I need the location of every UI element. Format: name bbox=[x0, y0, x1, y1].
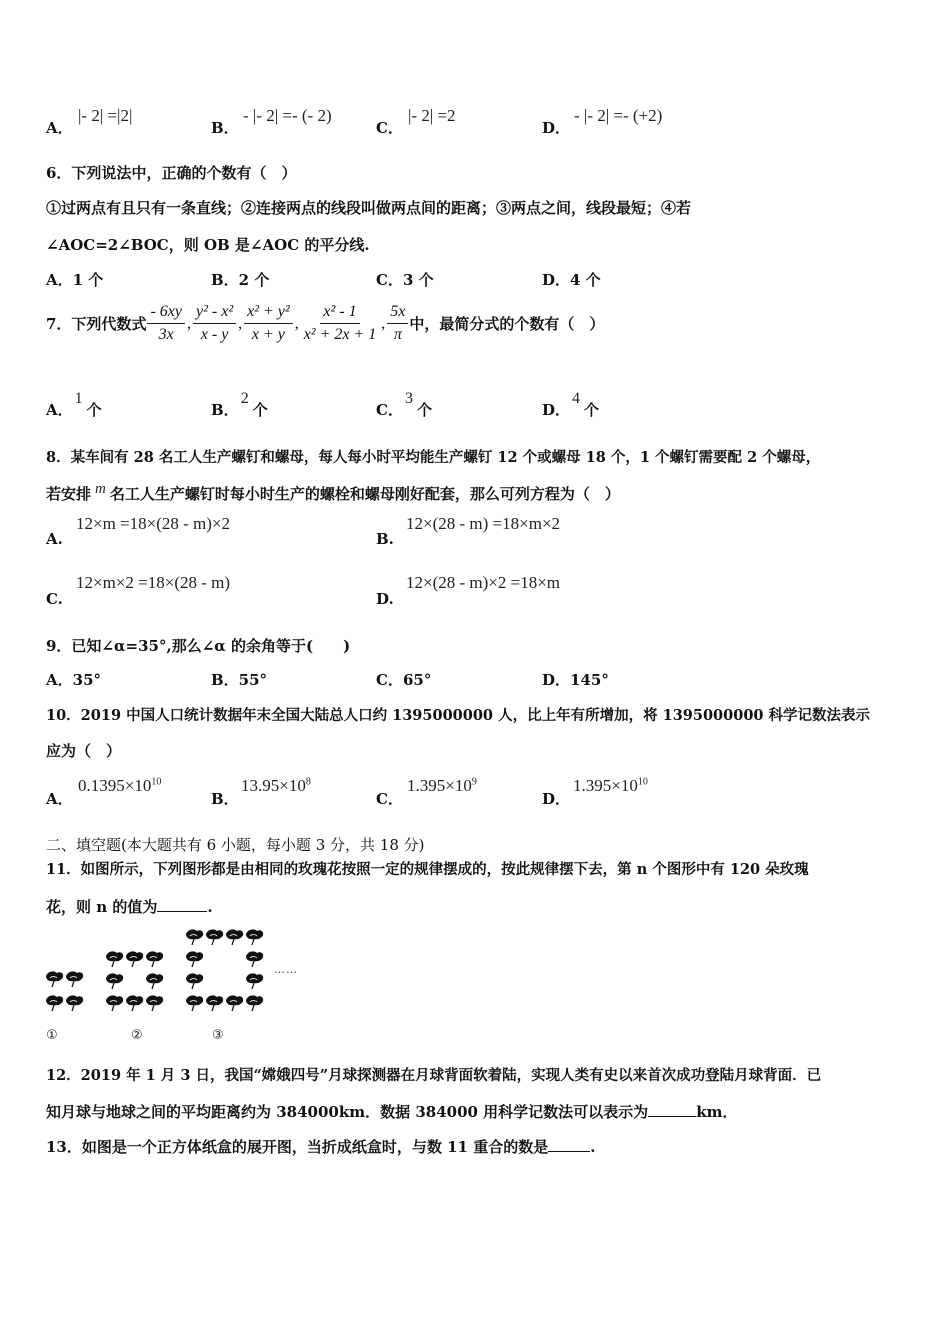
rose-icon bbox=[206, 995, 223, 1011]
q6-text-line1: ①过两点有且只有一条直线；②连接两点的线段叫做两点间的距离；③两点之间，线段最短；④若 bbox=[46, 199, 692, 217]
rose-icon bbox=[106, 951, 123, 967]
q8-option-a-expr: 12×m =18×(28 - m)×2 bbox=[76, 514, 231, 533]
q5-option-d-expr: - |- 2| =- (+2) bbox=[574, 106, 663, 125]
q10-text-line1: 10．2019 中国人口统计数据年末全国大陆总人口约 1395000000 人，比上年有所增加，将 1395000000 科学记数法表示 bbox=[46, 707, 871, 724]
rose-icon bbox=[186, 995, 203, 1011]
q6-option-b: B．2 个 bbox=[211, 271, 270, 289]
answer-blank bbox=[648, 1104, 696, 1117]
q12-text-line2 bbox=[46, 1101, 737, 1122]
option-unit: 个 bbox=[86, 401, 102, 419]
sci-exponent: 8 bbox=[305, 776, 311, 788]
q9-option-a: A．35° bbox=[46, 671, 102, 689]
q7-option-a bbox=[46, 390, 102, 420]
sci-base: 1.395×10 bbox=[407, 776, 472, 795]
q8-line2-a: 若安排 bbox=[46, 485, 92, 503]
fraction bbox=[387, 303, 408, 344]
fraction bbox=[193, 303, 236, 344]
rose-icon bbox=[46, 971, 63, 987]
fraction bbox=[301, 303, 380, 344]
fraction-denominator: x² + 2x + 1 bbox=[303, 326, 377, 343]
sci-base: 13.95×10 bbox=[241, 776, 306, 795]
option-label: C． bbox=[376, 401, 403, 419]
q9-option-b: B．55° bbox=[211, 671, 268, 689]
rose-icon bbox=[66, 971, 83, 987]
option-number: 2 bbox=[240, 390, 249, 407]
rose-icon bbox=[246, 973, 263, 989]
continuation-dots: …… bbox=[274, 963, 298, 976]
q7-suffix: 中，最简分式的个数有（ ） bbox=[409, 315, 605, 333]
rose-icon bbox=[226, 995, 243, 1011]
q8-option-b: B. bbox=[376, 530, 394, 548]
q10-option-a-expr bbox=[78, 776, 161, 796]
q6-text-line2: ∠AOC=2∠BOC，则 OB 是∠AOC 的平分线. bbox=[46, 236, 370, 254]
q13-line-end: . bbox=[590, 1138, 596, 1156]
rose-pattern-figure bbox=[40, 922, 320, 1046]
option-unit: 个 bbox=[416, 401, 432, 419]
option-unit: 个 bbox=[252, 401, 268, 419]
sci-exponent: 10 bbox=[637, 776, 648, 788]
fraction bbox=[147, 303, 185, 344]
q11-line2: 花，则 n 的值为 bbox=[46, 898, 158, 916]
rose-icon bbox=[246, 995, 263, 1011]
q9-option-d: D．145° bbox=[542, 671, 609, 689]
fraction-denominator: x - y bbox=[200, 326, 229, 343]
q11-line2-end: . bbox=[207, 898, 213, 916]
q13-text bbox=[46, 1136, 595, 1157]
q6-option-a: A．1 个 bbox=[46, 271, 104, 289]
fraction-numerator: x² - 1 bbox=[320, 303, 359, 324]
q10-option-c-expr bbox=[407, 776, 477, 796]
q11-text-line2 bbox=[46, 896, 213, 917]
sci-exponent: 9 bbox=[471, 776, 477, 788]
q11-text-line1: 11．如图所示，下列图形都是由相同的玫瑰花按照一定的规律摆成的，按此规律摆下去，第 n 个图形中有 120 朵玫瑰 bbox=[46, 861, 809, 878]
rose-icon bbox=[186, 929, 203, 945]
rose-icon bbox=[146, 951, 163, 967]
q8-option-d-expr: 12×(28 - m)×2 =18×m bbox=[406, 573, 561, 592]
q8-text-line2 bbox=[46, 483, 620, 504]
q10-option-d-expr bbox=[573, 776, 648, 796]
rose-icon bbox=[106, 973, 123, 989]
q13-line: 13．如图是一个正方体纸盒的展开图，当折成纸盒时，与数 11 重合的数是 bbox=[46, 1138, 549, 1156]
q6-option-d: D．4 个 bbox=[542, 271, 601, 289]
q7-stem: 7．下列代数式 $\frac{- 6xy}{3x}$ , $\frac{\text{y² - x²}}{x - y}$ , $\frac{\text{x² + y²}}{x + y}$ , $\frac{\text{x² - 1}}{\text{x² + 2x + 1}}$ , $\frac{5x}{\pi}$ 中，最简分式的个数有（ ） bbox=[46, 303, 605, 343]
option-label: D． bbox=[542, 401, 571, 419]
rose-icon bbox=[146, 973, 163, 989]
q5-option-c bbox=[376, 117, 403, 138]
rose-icon bbox=[186, 951, 203, 967]
q5-option-a bbox=[46, 117, 73, 138]
q7-option-d bbox=[542, 390, 600, 420]
q8-option-b-expr: 12×(28 - m) =18×m×2 bbox=[406, 514, 561, 533]
q6-stem: 6．下列说法中，正确的个数有（ ） bbox=[46, 164, 297, 182]
q5-option-b bbox=[211, 117, 239, 138]
option-label: A． bbox=[46, 401, 73, 419]
q7-option-c bbox=[376, 390, 432, 420]
q5-option-b-expr: - |- 2| =- (- 2) bbox=[243, 106, 332, 125]
q6-option-c: C．3 个 bbox=[376, 271, 434, 289]
q7-option-b bbox=[211, 390, 268, 420]
q10-option-b-expr bbox=[241, 776, 311, 796]
rose-icon bbox=[246, 929, 263, 945]
q8-option-c: C. bbox=[46, 590, 63, 608]
q9-stem: 9．已知∠α=35°,那么∠α 的余角等于( ) bbox=[46, 637, 351, 655]
fraction-denominator: x + y bbox=[251, 326, 285, 343]
answer-blank bbox=[548, 1139, 590, 1152]
q8-option-c-expr: 12×m×2 =18×(28 - m) bbox=[76, 573, 231, 592]
rose-icon bbox=[126, 951, 143, 967]
q8-line2-b: 名工人生产螺钉时每小时生产的螺栓和螺母刚好配套，那么可列方程为（ ） bbox=[109, 485, 620, 503]
variable-m: m bbox=[95, 481, 106, 497]
option-number: 1 bbox=[74, 390, 83, 407]
sci-base: 0.1395×10 bbox=[78, 776, 152, 795]
figure-label-2: ② bbox=[131, 1028, 143, 1043]
q10-option-d: D． bbox=[542, 790, 571, 808]
q12-line2: 知月球与地球之间的平均距离约为 384000km．数据 384000 用科学记数法可以表示为 bbox=[46, 1103, 649, 1121]
rose-icon bbox=[126, 995, 143, 1011]
sci-base: 1.395×10 bbox=[573, 776, 638, 795]
q12-line2-end: km． bbox=[696, 1103, 738, 1121]
answer-blank bbox=[157, 899, 207, 912]
option-number: 3 bbox=[404, 390, 413, 407]
q8-option-d: D. bbox=[376, 590, 394, 608]
q10-option-c: C． bbox=[376, 790, 403, 808]
fraction-denominator: 3x bbox=[158, 326, 174, 343]
rose-icon bbox=[146, 995, 163, 1011]
option-label: A． bbox=[46, 119, 73, 137]
section-title: 二、填空题(本大题共有 6 小题，每小题 3 分，共 18 分) bbox=[46, 836, 425, 854]
sci-exponent: 10 bbox=[151, 776, 162, 788]
option-unit: 个 bbox=[584, 401, 600, 419]
rose-icon bbox=[246, 951, 263, 967]
q7-prefix: 7．下列代数式 bbox=[46, 315, 147, 333]
figure-label-1: ① bbox=[46, 1028, 58, 1043]
rose-icon bbox=[66, 995, 83, 1011]
option-label: B． bbox=[211, 119, 239, 137]
q5-option-c-expr: |- 2| =2 bbox=[408, 106, 456, 125]
rose-icon bbox=[226, 929, 243, 945]
q10-option-a: A． bbox=[46, 790, 73, 808]
q12-text-line1: 12．2019 年 1 月 3 日，我国“嫦娥四号”月球探测器在月球背面软着陆，实现人类有史以来首次成功登陆月球背面．已 bbox=[46, 1067, 822, 1084]
q10-option-b: B． bbox=[211, 790, 239, 808]
q5-option-a-expr: |- 2| =|2| bbox=[78, 106, 133, 125]
option-label: C． bbox=[376, 119, 403, 137]
q10-text-line2: 应为（ ） bbox=[46, 742, 122, 760]
fraction-numerator: 5x bbox=[387, 303, 408, 324]
q9-option-c: C．65° bbox=[376, 671, 432, 689]
q8-text-line1: 8．某车间有 28 名工人生产螺钉和螺母，每人每小时平均能生产螺钉 12 个或螺母 18 个，1 个螺钉需要配 2 个螺母， bbox=[46, 449, 821, 466]
rose-icon bbox=[206, 929, 223, 945]
fraction-denominator: π bbox=[393, 326, 402, 343]
option-label: D． bbox=[542, 119, 571, 137]
fraction bbox=[244, 303, 293, 344]
figure-label-3: ③ bbox=[212, 1028, 224, 1043]
rose-icon bbox=[106, 995, 123, 1011]
option-number: 4 bbox=[572, 390, 581, 407]
fraction-numerator: - 6xy bbox=[147, 303, 185, 324]
rose-icon bbox=[186, 973, 203, 989]
fraction-numerator: y² - x² bbox=[193, 303, 236, 324]
q5-option-d bbox=[542, 117, 570, 138]
q8-option-a: A. bbox=[46, 530, 63, 548]
rose-icon bbox=[46, 995, 63, 1011]
option-label: B． bbox=[211, 401, 239, 419]
fraction-numerator: x² + y² bbox=[244, 303, 293, 324]
